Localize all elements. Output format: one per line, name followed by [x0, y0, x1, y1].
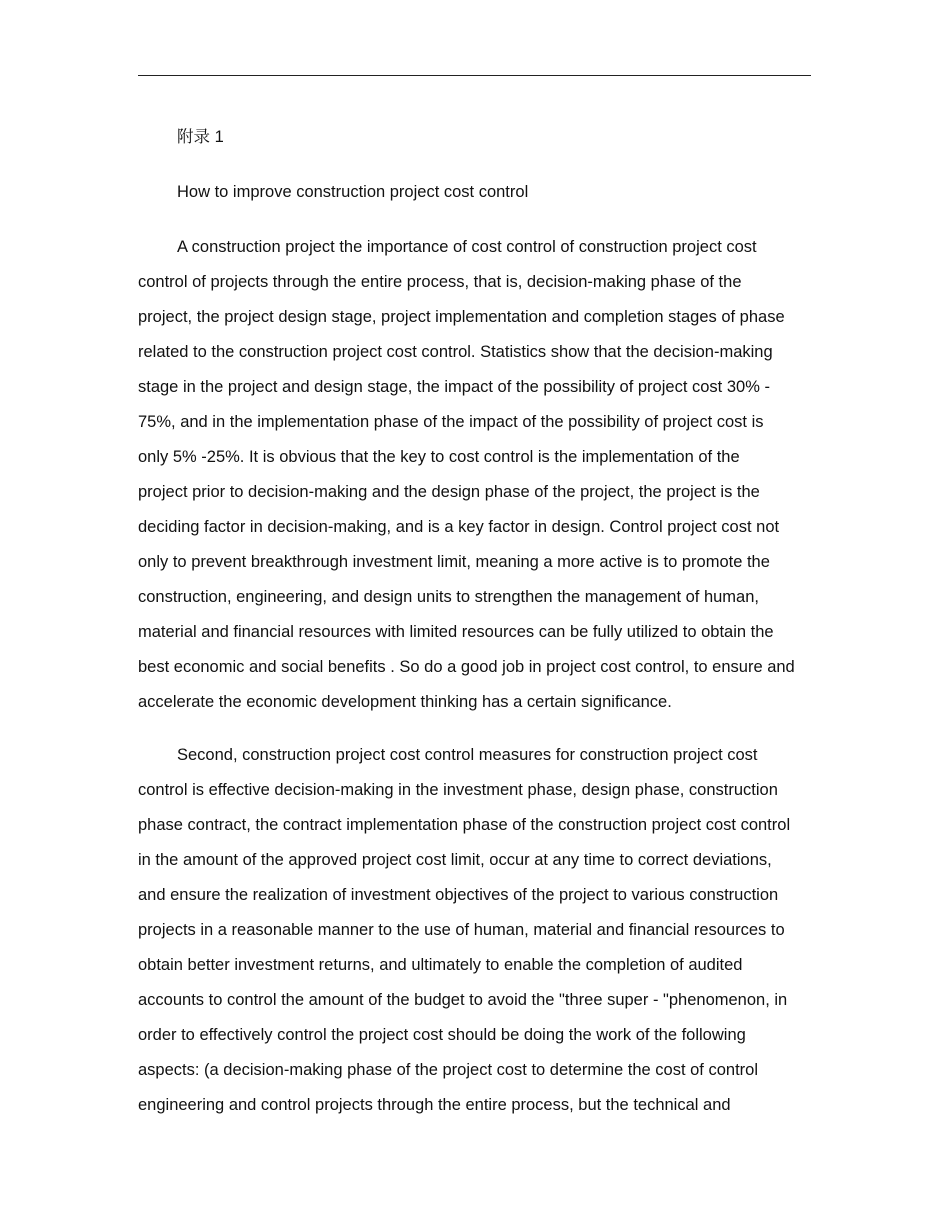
paragraph-line: and ensure the realization of investment objectives of the project to various construction	[138, 886, 779, 904]
paragraph-1	[138, 230, 838, 720]
paragraph-line: project prior to decision-making and the design phase of the project, the project is the	[138, 483, 760, 501]
paragraph-line: accounts to control the amount of the budget to avoid the "three super - "phenomenon, in	[138, 991, 788, 1009]
paragraph-line: only 5% -25%. It is obvious that the key to cost control is the implementation of the	[138, 448, 740, 466]
paragraph-line: project, the project design stage, project implementation and completion stages of phase	[138, 308, 785, 326]
paragraph-line: projects in a reasonable manner to the use of human, material and financial resources to	[138, 921, 785, 939]
paragraph-line: 75%, and in the implementation phase of the impact of the possibility of project cost is	[138, 413, 764, 431]
paragraph-line: accelerate the economic development thinking has a certain significance.	[138, 693, 672, 711]
header-rule	[138, 75, 811, 76]
document-title: How to improve construction project cost control	[177, 183, 529, 201]
paragraph-line: related to the construction project cost control. Statistics show that the decision-making	[138, 343, 773, 361]
paragraph-line: aspects: (a decision-making phase of the project cost to determine the cost of control	[138, 1061, 758, 1079]
paragraph-line: order to effectively control the project cost should be doing the work of the following	[138, 1026, 746, 1044]
paragraph-line: only to prevent breakthrough investment limit, meaning a more active is to promote the	[138, 553, 770, 571]
paragraph-line: obtain better investment returns, and ultimately to enable the completion of audited	[138, 956, 743, 974]
document-body	[138, 120, 838, 1123]
appendix-label: 附录 1	[177, 128, 224, 146]
paragraph-line: stage in the project and design stage, the impact of the possibility of project cost 30% -	[138, 378, 770, 396]
paragraph-line: engineering and control projects through the entire process, but the technical and	[138, 1096, 731, 1114]
paragraph-line: material and financial resources with limited resources can be fully utilized to obtain the	[138, 623, 774, 641]
paragraph-line: control is effective decision-making in the investment phase, design phase, construction	[138, 781, 778, 799]
paragraph-line: control of projects through the entire process, that is, decision-making phase of the	[138, 273, 742, 291]
paragraph-line: deciding factor in decision-making, and is a key factor in design. Control project cost not	[138, 518, 780, 536]
paragraph-line: best economic and social benefits . So do a good job in project cost control, to ensure and	[138, 658, 795, 676]
paragraph-line: Second, construction project cost control measures for construction project cost	[177, 746, 758, 764]
paragraph-line: phase contract, the contract implementation phase of the construction project cost control	[138, 816, 791, 834]
paragraph-line: construction, engineering, and design units to strengthen the management of human,	[138, 588, 759, 606]
paragraph-line: A construction project the importance of cost control of construction project cost	[177, 238, 757, 256]
paragraph-line: in the amount of the approved project cost limit, occur at any time to correct deviations,	[138, 851, 772, 869]
paragraph-2	[138, 738, 838, 1123]
